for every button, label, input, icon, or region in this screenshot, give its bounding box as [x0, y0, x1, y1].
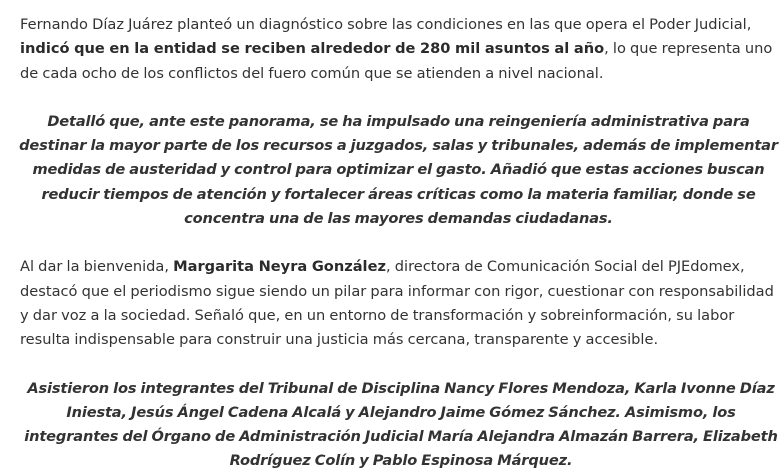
speaker-name: Margarita Neyra González: [173, 258, 386, 276]
paragraph-text: , directora de Comunicación Social del PJEdomex, destacó que el periodismo sigue siendo un pilar para informar con rigor, cuestionar con responsabilidad y dar voz a la sociedad. Señaló que, en un entorno de transformación y sobreinformación, su labor resulta indispensable para construir una justicia más cercana, transparente y accesible.: [20, 258, 774, 349]
paragraph-diagnostic: [20, 13, 778, 86]
paragraph-attendees: Asistieron los integrantes del Tribunal de Disciplina Nancy Flores Mendoza, Karla Ivonne Díaz Iniesta, Jesús Ángel Cadena Alcalá y Alejandro Jaime Gómez Sánchez. Asimismo, los integrantes del Órgano de Administración Judicial María Alejandra Almazán Barrera, Elizabeth Rodríguez Colín y Pablo Espinosa Márquez.: [24, 379, 778, 470]
paragraph-welcome: [20, 255, 780, 352]
paragraph-text: Fernando Díaz Juárez planteó un diagnóstico sobre las condiciones en las que opera el Poder Judicial,: [20, 16, 752, 33]
paragraph-reengineering: Detalló que, ante este panorama, se ha impulsado una reingeniería administrativa para destinar la mayor parte de los recursos a juzgados, salas y tribunales, además de implementar medidas de austeridad y control para optimizar el gasto. Añadió que estas acciones buscan reducir tiempos de atención y fortalecer áreas críticas como la materia familiar, donde se concentra una de las mayores demandas ciudadanas.: [19, 112, 778, 228]
paragraph-text: , lo que representa uno de cada ocho de los conflictos del fuero común que se atienden a nivel nacional.: [20, 40, 773, 82]
highlighted-statement: indicó que en la entidad se reciben alrededor de 280 mil asuntos al año: [20, 40, 605, 58]
paragraph-text: Al dar la bienvenida,: [20, 258, 174, 276]
